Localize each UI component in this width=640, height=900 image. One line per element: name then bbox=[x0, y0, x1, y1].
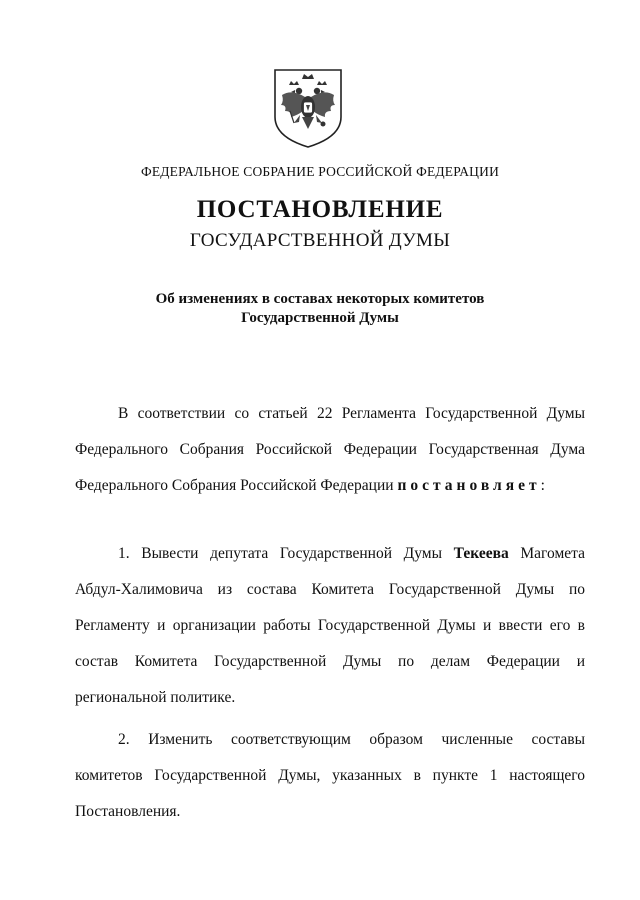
coat-of-arms-icon bbox=[272, 67, 344, 149]
text-line bbox=[75, 536, 585, 572]
text-segment: Магомета bbox=[508, 545, 585, 562]
document-type-title: ПОСТАНОВЛЕНИЕ bbox=[196, 196, 444, 223]
text-line: Абдул-Халимовича из состава Комитета Государственной Думы по bbox=[75, 581, 585, 598]
text-line: состав Комитета Государственной Думы по делам Федерации и bbox=[75, 653, 585, 670]
text-segment: Федерального Собрания Российской Федерации bbox=[75, 477, 398, 494]
subject-line: Об изменениях в составах некоторых комитетов bbox=[155, 291, 485, 307]
text-line: Федерального Собрания Российской Федерации Государственная Дума bbox=[75, 441, 585, 458]
deputy-surname: Текеева bbox=[453, 545, 509, 562]
text-line: Регламенту и организации работы Государственной Думы и ввести его в bbox=[75, 617, 585, 634]
text-line: комитетов Государственной Думы, указанных в пункте 1 настоящего bbox=[75, 767, 585, 784]
clause-2 bbox=[75, 722, 585, 830]
assembly-name: ФЕДЕРАЛЬНОЕ СОБРАНИЕ РОССИЙСКОЙ ФЕДЕРАЦИИ bbox=[140, 164, 500, 179]
preamble-paragraph bbox=[75, 396, 585, 504]
document-subject bbox=[0, 290, 640, 328]
text-segment: : bbox=[540, 477, 545, 494]
text-line: региональной политике. bbox=[75, 689, 236, 706]
subject-line: Государственной Думы bbox=[241, 310, 399, 326]
text-segment: 1. Вывести депутата Государственной Думы bbox=[118, 545, 454, 562]
decree-keyword: постановляет bbox=[397, 477, 541, 494]
issuing-body: ГОСУДАРСТВЕННОЙ ДУМЫ bbox=[189, 230, 451, 251]
clause-1 bbox=[75, 536, 585, 716]
text-line: В соответствии со статьей 22 Регламента Государственной Думы bbox=[118, 405, 585, 422]
text-line: Постановления. bbox=[75, 803, 181, 820]
text-line bbox=[75, 468, 585, 504]
text-line: 2. Изменить соответствующим образом численные составы bbox=[118, 731, 585, 748]
